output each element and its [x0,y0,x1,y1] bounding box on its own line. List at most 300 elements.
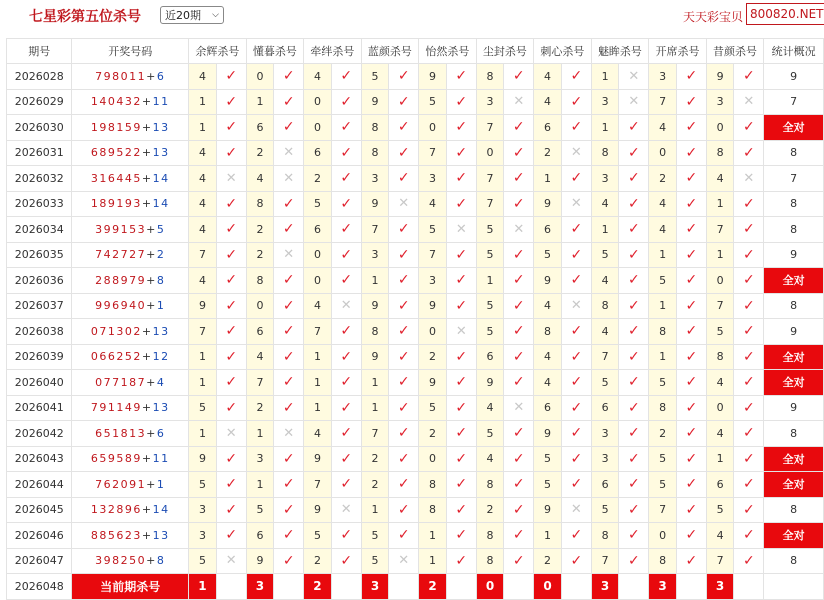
result-mark-cell [216,395,246,421]
result-mark-cell [274,191,304,217]
result-mark-cell [619,89,649,115]
period-cell: 2026047 [7,548,72,574]
result-mark-cell [389,242,419,268]
result-mark-cell [331,217,361,243]
check-icon: ✓ [282,527,295,544]
check-icon: ✓ [570,221,583,238]
period-cell: 2026035 [7,242,72,268]
check-icon: ✓ [742,552,755,569]
plus-sign: + [146,554,157,568]
check-icon: ✓ [225,501,238,518]
check-icon: ✓ [282,552,295,569]
kill-number-cell: 8 [591,140,619,166]
kill-number-cell: 2 [534,548,562,574]
cross-icon: ✕ [570,298,582,314]
kill-number-cell: 4 [189,268,217,294]
result-mark-cell [561,64,591,90]
kill-number-cell: 7 [649,497,677,523]
stat-cell: 9 [764,64,824,90]
kill-number-cell: 6 [534,217,562,243]
result-mark-cell [274,446,304,472]
period-cell: 2026038 [7,319,72,345]
result-mark-cell [619,268,649,294]
result-mark-cell [504,395,534,421]
kill-number-cell: 8 [649,548,677,574]
check-icon: ✓ [455,450,468,467]
kill-number-cell: 4 [706,421,734,447]
result-mark-cell [389,89,419,115]
check-icon: ✓ [512,501,525,518]
cross-icon: ✕ [398,553,410,569]
kill-number-cell: 5 [246,497,274,523]
draw-number-cell [72,217,189,243]
result-mark-cell [389,395,419,421]
result-mark-cell [676,242,706,268]
kill-number-cell: 5 [304,523,332,549]
kill-number-cell: 6 [591,472,619,498]
result-mark-cell [446,242,476,268]
check-icon: ✓ [282,221,295,238]
kill-number-cell: 3 [246,446,274,472]
draw-number-cell [72,370,189,396]
column-header: 牵绊杀号 [304,39,362,64]
result-mark-cell [274,548,304,574]
check-icon: ✓ [685,323,698,340]
result-mark-cell [504,115,534,141]
draw-digits: 066252 [90,350,142,364]
kill-number-cell: 8 [649,319,677,345]
kill-number-cell: 2 [476,497,504,523]
table-row [7,497,824,523]
result-mark-cell [734,497,764,523]
kill-number-cell: 7 [476,191,504,217]
result-mark-cell [561,191,591,217]
check-icon: ✓ [685,119,698,136]
check-icon: ✓ [685,246,698,263]
result-mark-cell [561,268,591,294]
kill-number-cell: 5 [649,472,677,498]
cross-icon: ✕ [340,298,352,314]
kill-number-cell: 9 [361,89,389,115]
result-mark-cell [446,293,476,319]
empty-cell [216,574,246,600]
stat-cell: 9 [764,395,824,421]
check-icon: ✓ [742,272,755,289]
cross-icon: ✕ [513,400,525,416]
stat-cell: 7 [764,166,824,192]
kill-number-cell: 3 [189,523,217,549]
result-mark-cell [619,140,649,166]
check-icon: ✓ [742,399,755,416]
kill-number-cell: 5 [649,446,677,472]
plus-sign: + [141,146,153,160]
result-mark-cell [504,191,534,217]
empty-cell [446,574,476,600]
site-name[interactable]: 天天彩宝贝 [683,10,744,24]
result-mark-cell [734,217,764,243]
current-kill-number: 2 [419,574,447,600]
kill-number-cell: 3 [361,242,389,268]
period-cell: 2026048 [7,574,72,600]
result-mark-cell [216,344,246,370]
special-number: 11 [152,95,170,109]
result-mark-cell [389,472,419,498]
result-mark-cell [561,523,591,549]
check-icon: ✓ [742,323,755,340]
kill-number-cell: 4 [476,395,504,421]
kill-number-cell: 5 [419,89,447,115]
column-header: 开奖号码 [72,39,189,64]
result-mark-cell [619,293,649,319]
draw-digits: 189193 [90,197,142,211]
current-period-row [7,574,824,600]
current-kill-number: 0 [476,574,504,600]
period-cell: 2026044 [7,472,72,498]
column-header: 刺心杀号 [534,39,592,64]
special-number: 14 [152,503,170,517]
result-mark-cell [446,191,476,217]
result-mark-cell [561,115,591,141]
check-icon: ✓ [512,527,525,544]
plus-sign: + [146,426,157,440]
result-mark-cell [734,472,764,498]
draw-digits: 651813 [95,426,147,440]
result-mark-cell [216,64,246,90]
draw-digits: 798011 [95,69,147,83]
result-mark-cell [389,319,419,345]
kill-number-cell: 7 [591,548,619,574]
check-icon: ✓ [225,323,238,340]
kill-number-cell: 0 [476,140,504,166]
kill-number-cell: 4 [591,191,619,217]
result-mark-cell [446,64,476,90]
check-icon: ✓ [397,527,410,544]
kill-number-cell: 8 [706,344,734,370]
kill-number-cell: 3 [591,166,619,192]
kill-number-cell: 9 [361,344,389,370]
column-header: 懂暮杀号 [246,39,304,64]
table-row [7,395,824,421]
kill-number-cell: 7 [476,115,504,141]
check-icon: ✓ [397,144,410,161]
plus-sign: + [141,401,153,415]
kill-number-cell: 8 [476,548,504,574]
result-mark-cell [216,217,246,243]
draw-number-cell [72,140,189,166]
kill-number-cell: 0 [304,268,332,294]
check-icon: ✓ [742,476,755,493]
plus-sign: + [141,350,153,364]
result-mark-cell [446,523,476,549]
result-mark-cell [331,140,361,166]
result-mark-cell [331,370,361,396]
draw-number-cell [72,523,189,549]
result-mark-cell [619,370,649,396]
empty-cell [676,574,706,600]
check-icon: ✓ [685,450,698,467]
result-mark-cell [274,472,304,498]
draw-number-cell [72,293,189,319]
result-mark-cell [734,166,764,192]
period-cell: 2026034 [7,217,72,243]
check-icon: ✓ [397,246,410,263]
result-mark-cell [619,217,649,243]
empty-cell [561,574,591,600]
kill-number-cell: 8 [419,497,447,523]
result-mark-cell [331,446,361,472]
kill-number-cell: 9 [706,64,734,90]
draw-digits: 398250 [95,554,147,568]
check-icon: ✓ [397,425,410,442]
check-icon: ✓ [512,272,525,289]
kill-number-cell: 5 [476,319,504,345]
result-mark-cell [446,166,476,192]
kill-number-cell: 7 [649,89,677,115]
result-mark-cell [274,64,304,90]
check-icon: ✓ [397,399,410,416]
result-mark-cell [446,217,476,243]
check-icon: ✓ [340,93,353,110]
stat-cell: 7 [764,89,824,115]
check-icon: ✓ [742,374,755,391]
result-mark-cell [274,115,304,141]
check-icon: ✓ [512,119,525,136]
check-icon: ✓ [340,144,353,161]
result-mark-cell [446,446,476,472]
check-icon: ✓ [282,374,295,391]
special-number: 11 [152,452,170,466]
special-number: 8 [156,554,166,568]
result-mark-cell [331,293,361,319]
draw-number-cell [72,446,189,472]
kill-number-cell: 6 [591,395,619,421]
kill-number-cell: 1 [246,472,274,498]
period-cell: 2026043 [7,446,72,472]
special-number: 5 [156,222,166,236]
result-mark-cell [216,497,246,523]
check-icon: ✓ [627,476,640,493]
kill-number-cell: 3 [419,268,447,294]
period-select[interactable] [160,6,224,24]
result-mark-cell [389,497,419,523]
result-mark-cell [504,548,534,574]
kill-number-cell: 7 [476,166,504,192]
cross-icon: ✕ [570,196,582,212]
current-kill-number: 3 [591,574,619,600]
draw-number-cell [72,115,189,141]
period-cell: 2026046 [7,523,72,549]
period-cell: 2026036 [7,268,72,294]
special-number: 13 [152,120,170,134]
table-row [7,140,824,166]
kill-number-cell: 1 [649,242,677,268]
kill-number-cell: 0 [419,319,447,345]
result-mark-cell [274,497,304,523]
check-icon: ✓ [455,170,468,187]
kill-number-cell: 0 [649,523,677,549]
check-icon: ✓ [570,476,583,493]
check-icon: ✓ [455,527,468,544]
draw-digits: 288979 [95,273,147,287]
check-icon: ✓ [282,450,295,467]
result-mark-cell [619,472,649,498]
table-row [7,217,824,243]
check-icon: ✓ [282,119,295,136]
kill-number-cell: 3 [419,166,447,192]
result-mark-cell [216,523,246,549]
check-icon: ✓ [282,501,295,518]
site-url-badge[interactable]: 800820.NET [746,3,824,25]
special-number: 14 [152,171,170,185]
result-mark-cell [274,344,304,370]
result-mark-cell [561,472,591,498]
plus-sign: + [141,452,153,466]
draw-number-cell [72,344,189,370]
cross-icon: ✕ [283,425,295,441]
kill-number-cell: 2 [246,395,274,421]
table-row [7,268,824,294]
check-icon: ✓ [685,221,698,238]
cross-icon: ✕ [513,94,525,110]
result-mark-cell [676,166,706,192]
kill-number-cell: 7 [706,548,734,574]
kill-number-cell: 5 [591,497,619,523]
kill-number-cell: 8 [649,395,677,421]
draw-digits: 077187 [95,375,147,389]
plus-sign: + [146,477,157,491]
check-icon: ✓ [685,374,698,391]
check-icon: ✓ [455,425,468,442]
all-correct-badge: 全对 [764,472,824,498]
special-number: 1 [156,477,166,491]
check-icon: ✓ [340,552,353,569]
check-icon: ✓ [225,221,238,238]
result-mark-cell [504,89,534,115]
result-mark-cell [561,395,591,421]
result-mark-cell [561,166,591,192]
kill-number-cell: 2 [419,344,447,370]
result-mark-cell [734,344,764,370]
empty-cell [389,574,419,600]
check-icon: ✓ [340,374,353,391]
draw-digits: 659589 [90,452,142,466]
result-mark-cell [504,523,534,549]
kill-number-cell: 4 [246,166,274,192]
check-icon: ✓ [282,348,295,365]
kill-number-cell: 1 [361,370,389,396]
kill-number-cell: 9 [419,64,447,90]
result-mark-cell [331,395,361,421]
kill-number-cell: 2 [534,140,562,166]
check-icon: ✓ [512,450,525,467]
special-number: 6 [156,426,166,440]
period-cell: 2026029 [7,89,72,115]
check-icon: ✓ [742,348,755,365]
kill-number-cell: 4 [419,191,447,217]
kill-number-cell: 1 [246,89,274,115]
plus-sign: + [141,503,153,517]
kill-number-cell: 0 [304,242,332,268]
check-icon: ✓ [225,119,238,136]
draw-digits: 140432 [90,95,142,109]
check-icon: ✓ [627,399,640,416]
draw-number-cell [72,89,189,115]
all-correct-badge: 全对 [764,446,824,472]
kill-number-cell: 9 [419,293,447,319]
check-icon: ✓ [340,221,353,238]
result-mark-cell [446,319,476,345]
result-mark-cell [446,395,476,421]
check-icon: ✓ [340,425,353,442]
result-mark-cell [676,421,706,447]
check-icon: ✓ [397,450,410,467]
period-cell: 2026045 [7,497,72,523]
table-row [7,421,824,447]
draw-digits: 791149 [90,401,142,415]
kill-number-cell: 5 [591,242,619,268]
check-icon: ✓ [282,399,295,416]
current-kill-number: 3 [649,574,677,600]
result-mark-cell [274,89,304,115]
draw-digits: 689522 [90,146,142,160]
result-mark-cell [331,89,361,115]
kill-number-cell: 4 [649,217,677,243]
check-icon: ✓ [742,119,755,136]
kill-number-cell: 4 [189,166,217,192]
kill-number-cell: 0 [419,446,447,472]
check-icon: ✓ [685,297,698,314]
kill-number-cell: 1 [591,217,619,243]
kill-number-cell: 1 [706,446,734,472]
check-icon: ✓ [455,195,468,212]
check-icon: ✓ [627,272,640,289]
cross-icon: ✕ [455,323,467,339]
table-row [7,370,824,396]
cross-icon: ✕ [455,221,467,237]
kill-number-cell: 2 [649,421,677,447]
check-icon: ✓ [397,93,410,110]
result-mark-cell [561,242,591,268]
kill-number-cell: 9 [476,370,504,396]
kill-number-cell: 3 [591,89,619,115]
result-mark-cell [331,64,361,90]
result-mark-cell [619,344,649,370]
all-correct-badge: 全对 [764,523,824,549]
table-row [7,319,824,345]
result-mark-cell [274,166,304,192]
check-icon: ✓ [685,501,698,518]
result-mark-cell [446,89,476,115]
special-number: 13 [152,528,170,542]
result-mark-cell [446,472,476,498]
check-icon: ✓ [455,272,468,289]
kill-number-cell: 2 [304,166,332,192]
result-mark-cell [216,268,246,294]
cross-icon: ✕ [570,502,582,518]
check-icon: ✓ [570,399,583,416]
check-icon: ✓ [742,425,755,442]
result-mark-cell [389,548,419,574]
kill-number-cell: 8 [706,140,734,166]
period-cell: 2026037 [7,293,72,319]
result-mark-cell [561,497,591,523]
draw-number-cell [72,421,189,447]
result-mark-cell [446,115,476,141]
result-mark-cell [676,64,706,90]
kill-number-cell: 4 [189,64,217,90]
kill-number-cell: 4 [189,140,217,166]
kill-number-cell: 3 [476,89,504,115]
